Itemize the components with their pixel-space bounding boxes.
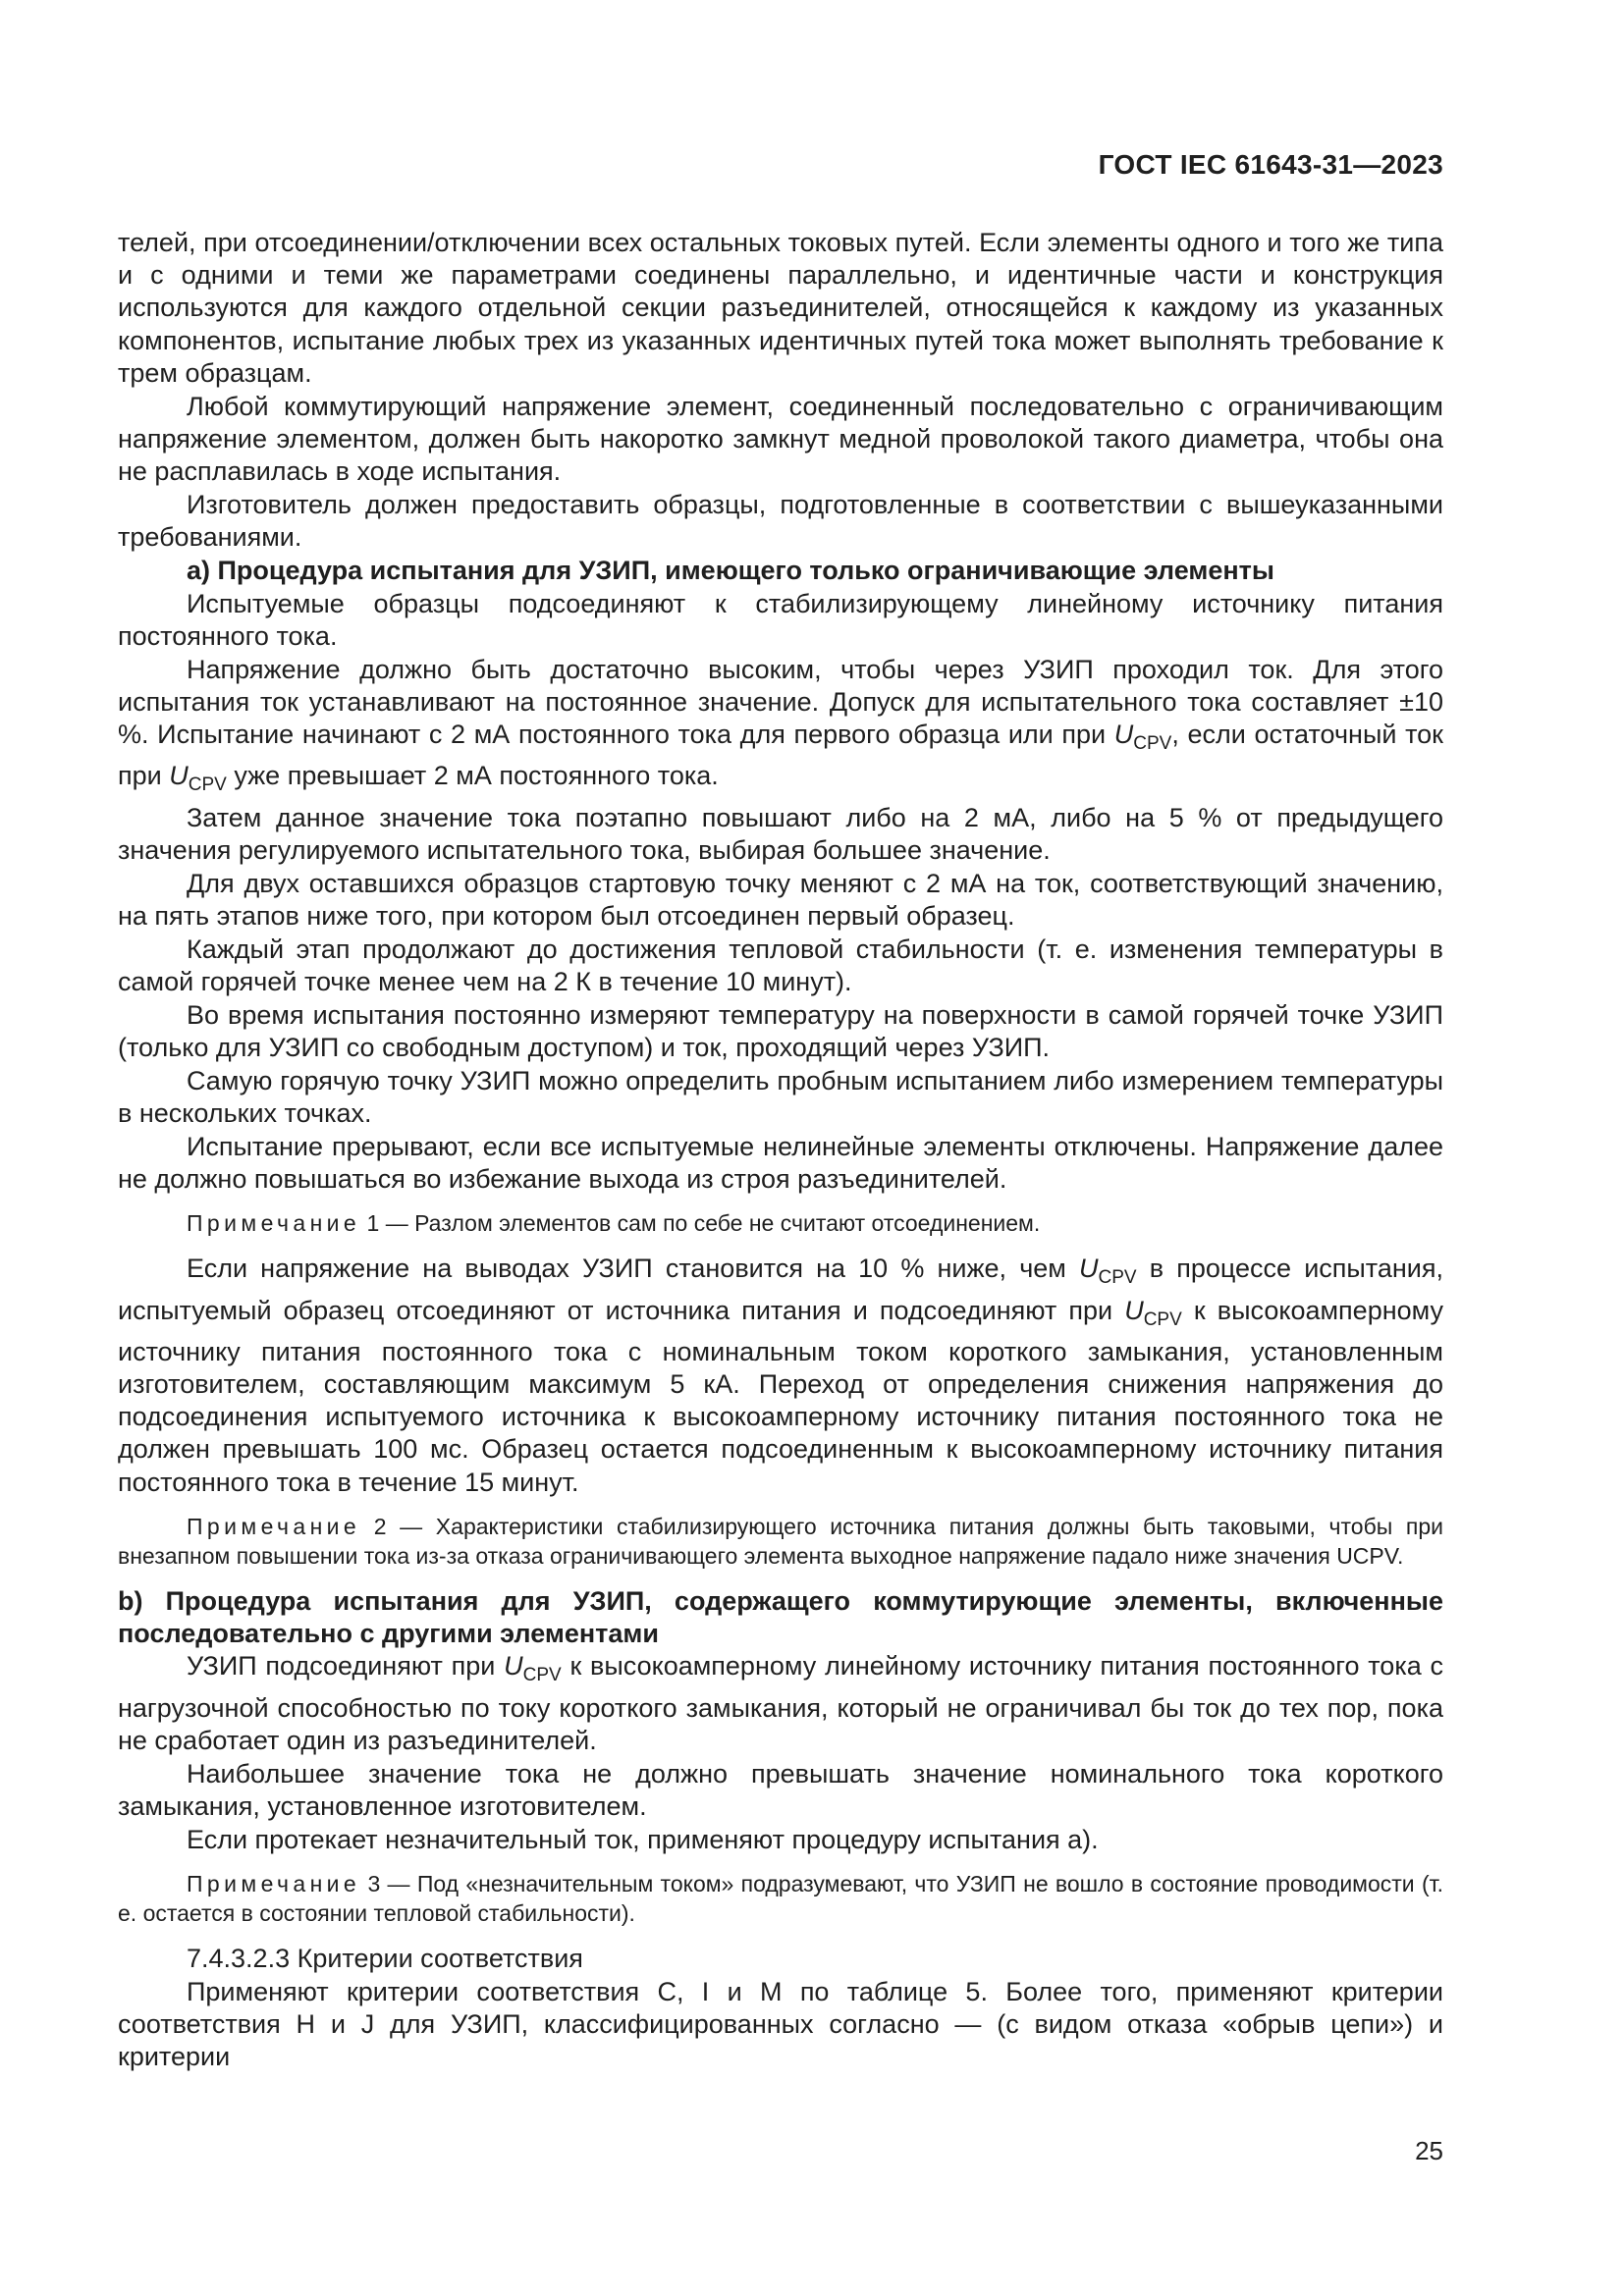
symbol-subscript: CPV <box>188 774 227 796</box>
note-label: Примечание <box>187 1210 361 1237</box>
page-number: 25 <box>1415 2136 1443 2165</box>
note-3 <box>118 1869 1443 1928</box>
symbol-u: U <box>1079 1254 1099 1284</box>
symbol-u: U <box>169 761 189 791</box>
paragraph: Для двух оставшихся образцов стартовую точку меняют с 2 мА на ток, соответствующий значению, на пять этапов ниже того, при котором был отсоединен первый образец. <box>118 869 1443 932</box>
text-run: , если остаточный ток при <box>118 720 1443 791</box>
note-2 <box>118 1512 1443 1571</box>
document-code: ГОСТ IEC 61643-31—2023 <box>1098 149 1443 180</box>
symbol-subscript: CPV <box>522 1665 562 1686</box>
symbol-u: U <box>1113 720 1134 750</box>
note-text: 3 — Под «незначительным током» подразумевают, что УЗИП не вошло в состояние проводимости (т. е. остается в состоянии тепловой стабильности). <box>118 1870 1443 1926</box>
paragraph <box>118 654 1443 802</box>
text-run: уже превышает 2 мА постоянного тока. <box>226 761 719 791</box>
paragraph: Испытание прерывают, если все испытуемые нелинейные элементы отключены. Напряжение далее не должно повышаться во избежание выхода из строя разъединителей. <box>118 1132 1443 1195</box>
paragraph: Любой коммутирующий напряжение элемент, соединенный последовательно с ограничивающим напряжение элементом, должен быть накоротко замкнут медной проволокой такого диаметра, чтобы она не расплавилась в ходе испытания. <box>118 391 1443 487</box>
subsection-heading-b: b) Процедура испытания для УЗИП, содержащего коммутирующие элементы, включенные последовательно с другими элементами <box>118 1585 1443 1648</box>
text-run: УЗИП подсоединяют при <box>187 1651 505 1682</box>
paragraph: Затем данное значение тока поэтапно повышают либо на 2 мА, либо на 5 % от предыдущего значения регулируемого испытательного тока, выбирая большее значение. <box>118 803 1443 866</box>
paragraph: Испытуемые образцы подсоединяют к стабилизирующему линейному источнику питания постоянного тока. <box>118 588 1443 651</box>
paragraph: Во время испытания постоянно измеряют температуру на поверхности в самой горячей точке УЗИП (только для УЗИП со свободным доступом) и ток, проходящий через УЗИП. <box>118 1000 1443 1063</box>
paragraph: Изготовитель должен предоставить образцы, подготовленные в соответствии с вышеуказанными требованиями. <box>118 489 1443 553</box>
symbol-subscript: CPV <box>1098 1267 1137 1289</box>
symbol-subscript: CPV <box>1133 733 1172 755</box>
symbol-subscript: CPV <box>1143 1308 1182 1330</box>
paragraph: Наибольшее значение тока не должно превышать значение номинального тока короткого замыкания, установленное изготовителем. <box>118 1758 1443 1821</box>
paragraph: телей, при отсоединении/отключении всех остальных токовых путей. Если элементы одного и того же типа и с одними и теми же параметрами соединены параллельно, и идентичные части и конструкция используются для каждого отдельной секции разъединителей, относящейся к каждому из указанных компонентов, испытание любых трех из указанных идентичных путей тока может выполнять требование к трем образцам. <box>118 228 1443 388</box>
section-title: 7.4.3.2.3 Критерии соответствия <box>187 1943 583 1973</box>
paragraph: Применяют критерии соответствия C, I и M по таблице 5. Более того, применяют критерии соответствия H и J для УЗИП, классифицированных согласно — (с видом отказа «обрыв цепи») и критерии <box>118 1976 1443 2072</box>
body-text <box>118 227 1443 2074</box>
symbol-u: U <box>1124 1295 1144 1325</box>
note-text: 1 — Разлом элементов сам по себе не считают отсоединением. <box>360 1210 1041 1237</box>
paragraph: Если протекает незначительный ток, применяют процедуру испытания a). <box>187 1824 1099 1854</box>
note-label: Примечание <box>187 1513 361 1539</box>
paragraph <box>118 1650 1443 1757</box>
text-run: в процессе испытания, испытуемый образец отсоединяют от источника питания и подсоединяют при <box>118 1254 1444 1325</box>
note-label: Примечание <box>187 1870 361 1896</box>
text-run: к высокоамперному источнику питания постоянного тока с номинальным током короткого замыкания, установленным изготовителем, составляющим максимум 5 кА. Переход от определения снижения напряжения до подсоединения испытуемого источника к высокоамперному источнику питания постоянного тока не должен превышать 100 мс. Образец остается подсоединенным к высокоамперному источнику питания постоянного тока в течение 15 минут. <box>118 1295 1443 1497</box>
note-1 <box>118 1208 1443 1238</box>
text-run: Если напряжение на выводах УЗИП становится на 10 % ниже, чем <box>187 1254 1079 1284</box>
text-run: к высокоамперному линейному источнику питания постоянного тока с нагрузочной способностью по току короткого замыкания, который не ограничивал бы ток до тех пор, пока не сработает один из разъединителей. <box>118 1651 1443 1755</box>
note-text: 2 — Характеристики стабилизирующего источника питания должны быть таковыми, чтобы при внезапном повышении тока из-за отказа ограничивающего элемента выходное напряжение падало ниже значения UCPV. <box>118 1513 1443 1569</box>
symbol-u: U <box>504 1651 523 1682</box>
paragraph: Самую горячую точку УЗИП можно определить пробным испытанием либо измерением температуры в нескольких точках. <box>118 1066 1443 1129</box>
paragraph <box>118 1253 1443 1498</box>
subsection-heading-a: a) Процедура испытания для УЗИП, имеющего только ограничивающие элементы <box>187 555 1274 585</box>
text-run: Напряжение должно быть достаточно высоким, чтобы через УЗИП проходил ток. Для этого испытания ток устанавливают на постоянное значение. Допуск для испытательного тока составляет ±10 %. Испытание начинают с 2 мА постоянного тока для первого образца или при <box>118 654 1443 750</box>
paragraph: Каждый этап продолжают до достижения тепловой стабильности (т. е. изменения температуры в самой горячей точке менее чем на 2 К в течение 10 минут). <box>118 934 1443 997</box>
